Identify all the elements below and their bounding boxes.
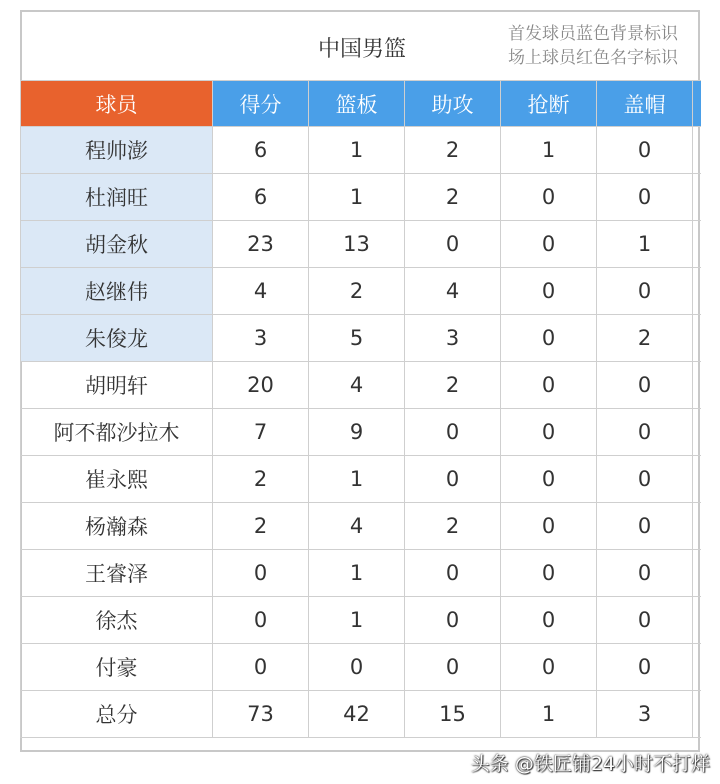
steals-cell: 0 bbox=[501, 362, 597, 409]
row-edge-cell bbox=[693, 550, 701, 597]
total-label-cell: 总分 bbox=[21, 691, 213, 738]
player-name-cell: 赵继伟 bbox=[21, 268, 213, 315]
table-row bbox=[21, 174, 701, 221]
blocks-cell: 1 bbox=[597, 221, 693, 268]
row-edge-cell bbox=[693, 127, 701, 174]
blocks-cell: 0 bbox=[597, 644, 693, 691]
total-steals-cell: 1 bbox=[501, 691, 597, 738]
points-cell: 2 bbox=[213, 503, 309, 550]
row-edge-cell bbox=[693, 362, 701, 409]
steals-cell: 0 bbox=[501, 409, 597, 456]
player-name-cell: 付豪 bbox=[21, 644, 213, 691]
steals-cell: 0 bbox=[501, 174, 597, 221]
table-row bbox=[21, 315, 701, 362]
row-edge-cell bbox=[693, 597, 701, 644]
points-cell: 0 bbox=[213, 597, 309, 644]
blocks-cell: 2 bbox=[597, 315, 693, 362]
player-name-cell: 胡金秋 bbox=[21, 221, 213, 268]
table-row bbox=[21, 409, 701, 456]
total-row bbox=[21, 691, 701, 738]
player-name-cell: 崔永熙 bbox=[21, 456, 213, 503]
assists-cell: 2 bbox=[405, 503, 501, 550]
player-name-cell: 王睿泽 bbox=[21, 550, 213, 597]
rebounds-cell: 0 bbox=[309, 644, 405, 691]
player-name-cell: 程帅澎 bbox=[21, 127, 213, 174]
assists-cell: 0 bbox=[405, 221, 501, 268]
blocks-cell: 0 bbox=[597, 174, 693, 221]
steals-cell: 0 bbox=[501, 503, 597, 550]
blocks-cell: 0 bbox=[597, 268, 693, 315]
column-header-edge bbox=[693, 81, 701, 127]
table-row bbox=[21, 644, 701, 691]
row-edge-cell bbox=[693, 409, 701, 456]
points-cell: 3 bbox=[213, 315, 309, 362]
rebounds-cell: 5 bbox=[309, 315, 405, 362]
rebounds-cell: 1 bbox=[309, 127, 405, 174]
blocks-cell: 0 bbox=[597, 362, 693, 409]
table-row bbox=[21, 503, 701, 550]
stats-table bbox=[20, 80, 701, 738]
blocks-cell: 0 bbox=[597, 409, 693, 456]
steals-cell: 0 bbox=[501, 644, 597, 691]
points-cell: 4 bbox=[213, 268, 309, 315]
player-name-cell: 徐杰 bbox=[21, 597, 213, 644]
table-row bbox=[21, 127, 701, 174]
points-cell: 0 bbox=[213, 550, 309, 597]
rebounds-cell: 2 bbox=[309, 268, 405, 315]
row-edge-cell bbox=[693, 221, 701, 268]
blocks-cell: 0 bbox=[597, 503, 693, 550]
table-row bbox=[21, 221, 701, 268]
total-assists-cell: 15 bbox=[405, 691, 501, 738]
steals-cell: 0 bbox=[501, 597, 597, 644]
table-row bbox=[21, 456, 701, 503]
steals-cell: 1 bbox=[501, 127, 597, 174]
legend-note-starters: 首发球员蓝色背景标识 bbox=[508, 24, 678, 44]
blocks-cell: 0 bbox=[597, 456, 693, 503]
assists-cell: 0 bbox=[405, 644, 501, 691]
row-edge-cell bbox=[693, 315, 701, 362]
assists-cell: 2 bbox=[405, 174, 501, 221]
assists-cell: 0 bbox=[405, 597, 501, 644]
player-name-cell: 朱俊龙 bbox=[21, 315, 213, 362]
table-body bbox=[21, 127, 701, 738]
player-name-cell: 胡明轩 bbox=[21, 362, 213, 409]
points-cell: 20 bbox=[213, 362, 309, 409]
legend-note-on-court: 场上球员红色名字标识 bbox=[508, 48, 678, 68]
watermark: 头条 @铁匠铺24小时不打烊 bbox=[470, 753, 710, 775]
assists-cell: 0 bbox=[405, 550, 501, 597]
blocks-cell: 0 bbox=[597, 550, 693, 597]
steals-cell: 0 bbox=[501, 550, 597, 597]
row-edge-cell bbox=[693, 691, 701, 738]
header-row bbox=[21, 81, 701, 127]
total-points-cell: 73 bbox=[213, 691, 309, 738]
column-header-points: 得分 bbox=[213, 81, 309, 127]
assists-cell: 3 bbox=[405, 315, 501, 362]
row-edge-cell bbox=[693, 174, 701, 221]
steals-cell: 0 bbox=[501, 221, 597, 268]
row-edge-cell bbox=[693, 644, 701, 691]
points-cell: 2 bbox=[213, 456, 309, 503]
points-cell: 6 bbox=[213, 174, 309, 221]
table-row bbox=[21, 550, 701, 597]
assists-cell: 0 bbox=[405, 456, 501, 503]
rebounds-cell: 1 bbox=[309, 174, 405, 221]
column-header-player: 球员 bbox=[21, 81, 213, 127]
team-title: 中国男篮 bbox=[317, 37, 406, 62]
rebounds-cell: 4 bbox=[309, 503, 405, 550]
player-name-cell: 杨瀚森 bbox=[21, 503, 213, 550]
rebounds-cell: 13 bbox=[309, 221, 405, 268]
rebounds-cell: 9 bbox=[309, 409, 405, 456]
steals-cell: 0 bbox=[501, 456, 597, 503]
assists-cell: 0 bbox=[405, 409, 501, 456]
total-blocks-cell: 3 bbox=[597, 691, 693, 738]
player-name-cell: 阿不都沙拉木 bbox=[21, 409, 213, 456]
table-row bbox=[21, 362, 701, 409]
points-cell: 0 bbox=[213, 644, 309, 691]
table-row bbox=[21, 597, 701, 644]
assists-cell: 4 bbox=[405, 268, 501, 315]
rebounds-cell: 1 bbox=[309, 456, 405, 503]
assists-cell: 2 bbox=[405, 127, 501, 174]
player-name-cell: 杜润旺 bbox=[21, 174, 213, 221]
total-rebounds-cell: 42 bbox=[309, 691, 405, 738]
assists-cell: 2 bbox=[405, 362, 501, 409]
row-edge-cell bbox=[693, 503, 701, 550]
row-edge-cell bbox=[693, 456, 701, 503]
rebounds-cell: 4 bbox=[309, 362, 405, 409]
blocks-cell: 0 bbox=[597, 597, 693, 644]
column-header-rebounds: 篮板 bbox=[309, 81, 405, 127]
table-row bbox=[21, 268, 701, 315]
column-header-assists: 助攻 bbox=[405, 81, 501, 127]
rebounds-cell: 1 bbox=[309, 550, 405, 597]
blocks-cell: 0 bbox=[597, 127, 693, 174]
points-cell: 7 bbox=[213, 409, 309, 456]
column-header-steals: 抢断 bbox=[501, 81, 597, 127]
steals-cell: 0 bbox=[501, 268, 597, 315]
points-cell: 23 bbox=[213, 221, 309, 268]
column-header-blocks: 盖帽 bbox=[597, 81, 693, 127]
points-cell: 6 bbox=[213, 127, 309, 174]
rebounds-cell: 1 bbox=[309, 597, 405, 644]
steals-cell: 0 bbox=[501, 315, 597, 362]
row-edge-cell bbox=[693, 268, 701, 315]
